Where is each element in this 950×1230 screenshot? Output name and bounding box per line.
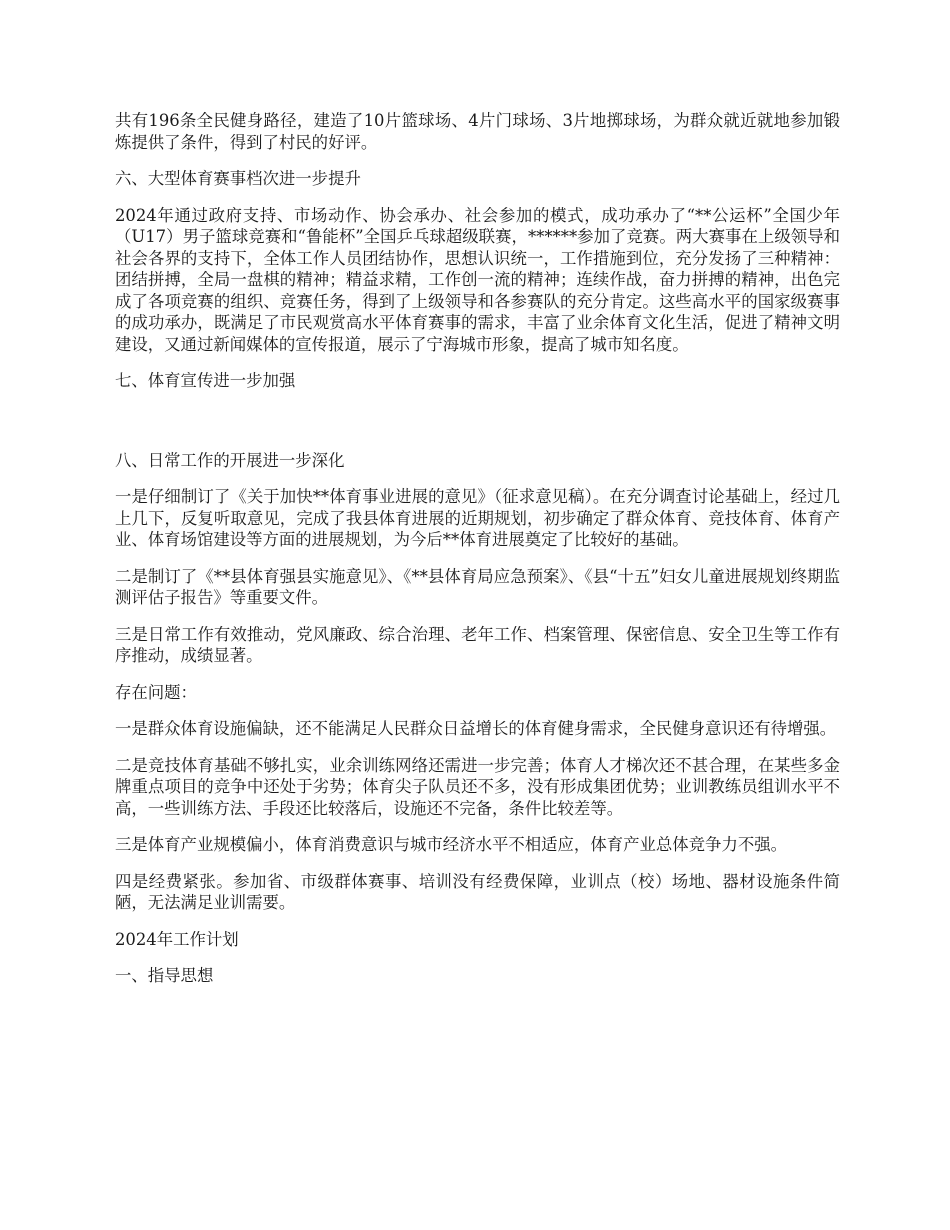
guiding-thought-heading: 一、指导思想 bbox=[115, 966, 214, 985]
issue-1: 一是群众体育设施偏缺，还不能满足人民群众日益增长的体育健身需求，全民健身意识还有待增强。 bbox=[115, 719, 837, 738]
paragraph-item-3: 三是日常工作有效推动，党风廉政、综合治理、老年工作、档案管理、保密信息、安全卫生等工作有序推动，成绩显著。 bbox=[115, 624, 840, 665]
paragraph-major-events: 2024年通过政府支持、市场动作、协会承办、社会参加的模式，成功承办了“**公运杯”全国少年（U17）男子篮球竞赛和“鲁能杯”全国乒乓球超级联赛，******参加了竞赛。两大赛事在上级领导和社会各界的支持下，全体工作人员团结协作，思想认识统一，工作措施到位，充分发扬了三种精神：团结拼搏，全局一盘棋的精神；精益求精，工作创一流的精神；连续作战，奋力拼搏的精神，出色完成了各项竞赛的组织、竞赛任务，得到了上级领导和各参赛队的充分肯定。这些高水平的国家级赛事的成功承办，既满足了市民观赏高水平体育赛事的需求，丰富了业余体育文化生活，促进了精神文明建设，又通过新闻媒体的宣传报道，展示了宁海城市形象，提高了城市知名度。 bbox=[115, 205, 840, 354]
issue-4: 四是经费紧张。参加省、市级群体赛事、培训没有经费保障，业训点（校）场地、器材设施条件简陋，无法满足业训需要。 bbox=[115, 871, 840, 912]
document-page bbox=[115, 110, 840, 1002]
issue-2: 二是竞技体育基础不够扎实，业余训练网络还需进一步完善；体育人才梯次还不甚合理，在某些多金牌重点项目的竞争中还处于劣势；体育尖子队员还不多，没有形成集团优势；业训教练员组训水平不高，一些训练方法、手段还比较落后，设施还不完备，条件比较差等。 bbox=[115, 755, 840, 818]
blank-gap bbox=[115, 407, 840, 450]
paragraph-item-2: 二是制订了《**县体育强县实施意见》、《**县体育局应急预案》、《县“十五”妇女儿童进展规划终期监测评估子报告》等重要文件。 bbox=[115, 566, 840, 607]
issue-3: 三是体育产业规模偏小，体育消费意识与城市经济水平不相适应，体育产业总体竞争力不强。 bbox=[115, 835, 788, 854]
work-plan-heading: 2024年工作计划 bbox=[115, 929, 239, 949]
section-heading-7: 七、体育宣传进一步加强 bbox=[115, 371, 296, 390]
section-heading-8: 八、日常工作的开展进一步深化 bbox=[115, 450, 345, 470]
paragraph-item-1: 一是仔细制订了《关于加快**体育事业进展的意见》（征求意见稿）。在充分调查讨论基础上，经过几上几下，反复听取意见，完成了我县体育进展的近期规划，初步确定了群众体育、竞技体育、体育产业、体育场馆建设等方面的进展规划，为今后**体育进展奠定了比较好的基础。 bbox=[115, 487, 840, 549]
paragraph-fitness-facilities: 共有196条全民健身路径，建造了10片篮球场、4片门球场、3片地掷球场，为群众就近就地参加锻炼提供了条件，得到了村民的好评。 bbox=[115, 111, 840, 152]
section-heading-6: 六、大型体育赛事档次进一步提升 bbox=[115, 169, 361, 188]
issues-heading: 存在问题： bbox=[115, 682, 197, 702]
